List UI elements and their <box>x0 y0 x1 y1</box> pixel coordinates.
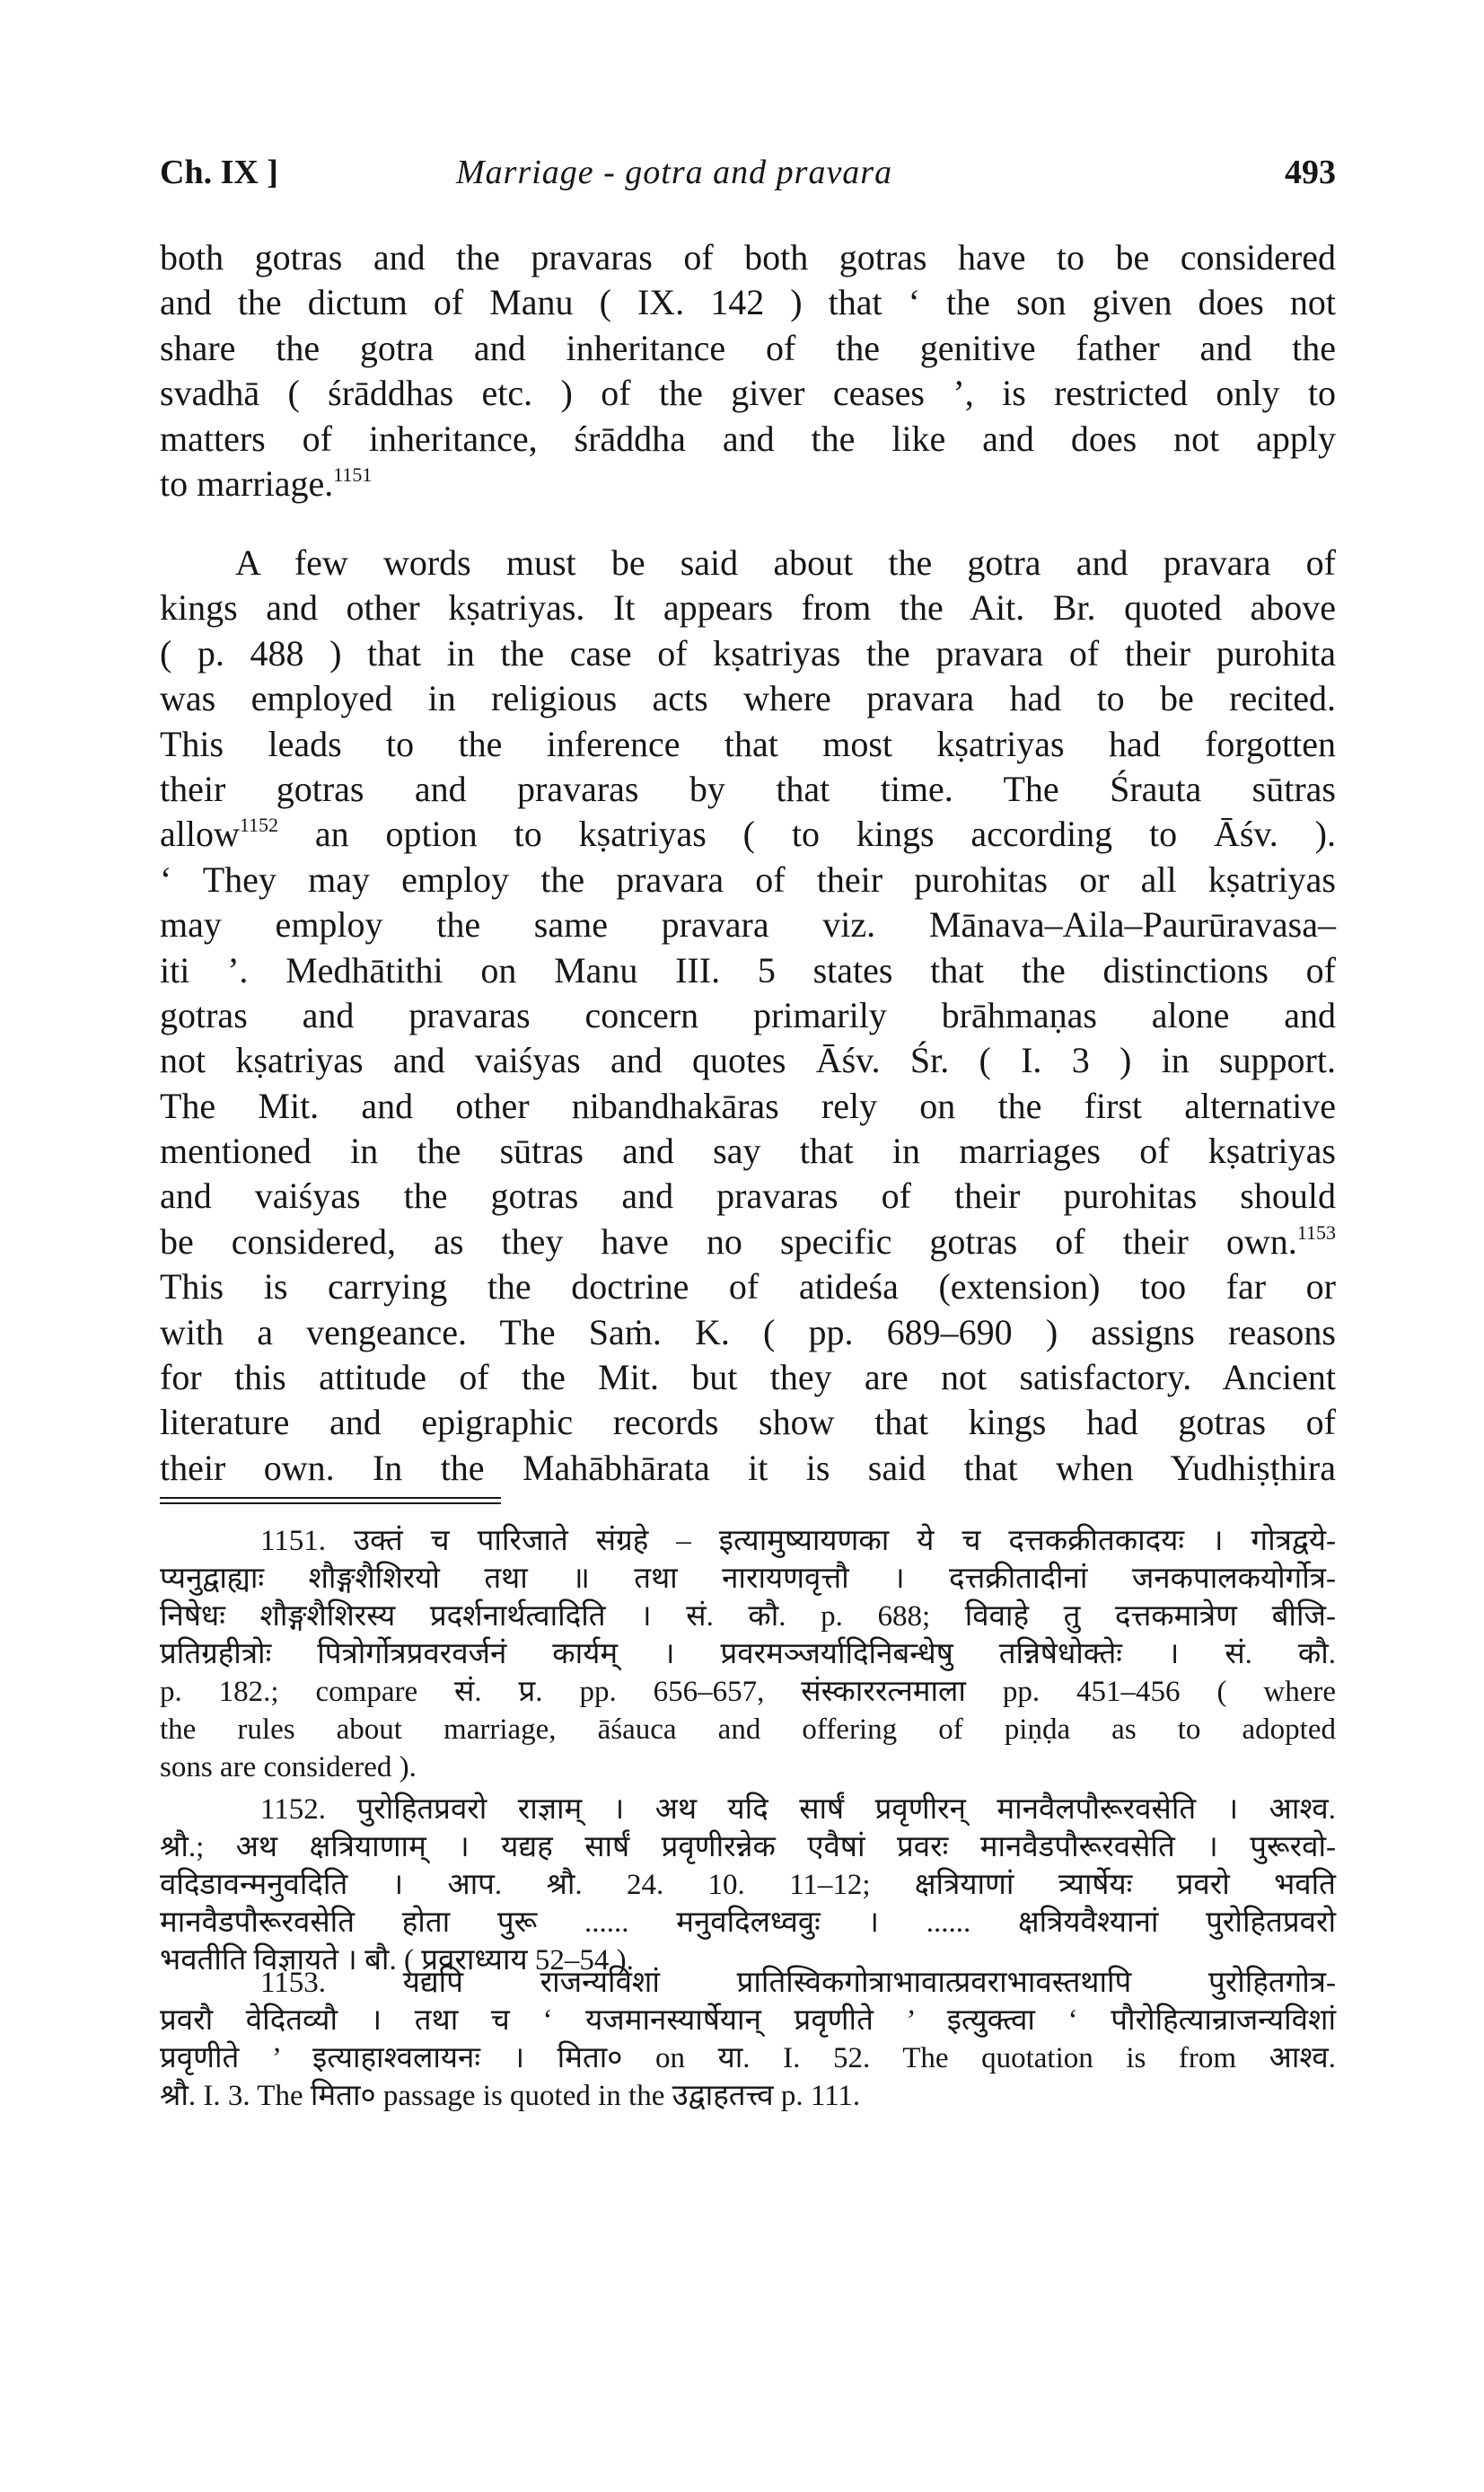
text-line: their own. In the Mahābhārata it is said that when Yudhiṣṭhira <box>160 1447 1336 1488</box>
text-line: their gotras and pravaras by that time. The Śrauta sūtras <box>160 768 1336 809</box>
text-line: for this attitude of the Mit. but they are not satisfactory. Ancient <box>160 1357 1336 1398</box>
footnote-line: निषेधः शौङ्गशैशिरस्य प्रदर्शनार्थत्वादिति । सं. कौ. p. 688; विवाहे तु दत्तकमात्रेण बीजि- <box>160 1600 1336 1633</box>
text-line: svadhā ( śrāddhas etc. ) of the giver ceases ’, is restricted only to <box>160 373 1336 414</box>
text-line: share the gotra and inheritance of the genitive father and the <box>160 327 1336 368</box>
text-line: ( p. 488 ) that in the case of kṣatriyas the pravara of their purohita <box>160 632 1336 674</box>
footnote-ref-1152[interactable]: 1152 <box>239 814 279 837</box>
footnote-line: 1153. यद्यपि राजन्यविशां प्रातिस्विकगोत्राभावात्प्रवराभावस्तथापि पुरोहितगोत्र- <box>260 1967 1336 1999</box>
text-line: ‘ They may employ the pravara of their purohitas or all kṣatriyas <box>160 859 1336 900</box>
text-line: iti ’. Medhātithi on Manu III. 5 states that the distinctions of <box>160 949 1336 991</box>
page-number: 493 <box>1285 154 1336 191</box>
text-line-content: to marriage. <box>160 462 334 504</box>
text-line-content: be considered, as they have no specific gotras of their own. <box>160 1220 1297 1262</box>
text-line: with a vengeance. The Saṁ. K. ( pp. 689–690 ) assigns reasons <box>160 1311 1336 1352</box>
footnote-line: प्रवरौ वेदितव्यौ । तथा च ‘ यजमानस्यार्षेयान् प्रवृणीते ’ इत्युक्त्वा ‘ पौरोहित्यान्राजन्यविशां <box>160 2004 1336 2037</box>
text-line <box>160 1220 1336 1264</box>
footnote-ref-1153[interactable]: 1153 <box>1296 1220 1336 1244</box>
text-line: both gotras and the pravaras of both gotras have to be considered <box>160 237 1336 277</box>
text-line: mentioned in the sūtras and say that in marriages of kṣatriyas <box>160 1131 1336 1172</box>
running-header <box>160 153 1336 198</box>
footnote-line: p. 182.; compare सं. प्र. pp. 656–657, संस्काररत्नमाला pp. 451–456 ( where <box>160 1676 1336 1708</box>
footnote-line: श्रौ.; अथ क्षत्रियाणाम् । यद्यह सार्षं प्रवृणीरन्नेक एवैषां प्रवरः मानवैडपौरूरवसेति । पुरूरवो- <box>160 1831 1336 1863</box>
footnote-line: 1151. उक्तं च पारिजाते संग्रहे – इत्यामुष्यायणका ये च दत्तकक्रीतकादयः । गोत्रद्वये- <box>260 1525 1336 1557</box>
text-line: kings and other kṣatriyas. It appears from the Ait. Br. quoted above <box>160 587 1336 629</box>
footnote-ref-1151[interactable]: 1151 <box>333 462 373 486</box>
footnote-line: प्रवृणीते ’ इत्याहाश्वलायनः । मिता० on या. I. 52. The quotation is from आश्व. <box>160 2042 1336 2074</box>
footnote-line: the rules about marriage, āśauca and offering of piṇḍa as to adopted <box>160 1713 1336 1746</box>
footnote-divider <box>160 1497 501 1504</box>
text-line-content: an option to kṣatriyas ( to kings according to Āśv. ). <box>278 814 1336 855</box>
footnote-line: 1152. पुरोहितप्रवरो राज्ञाम् । अथ यदि सार्षं प्रवृणीरन् मानवैलपौरूरवसेति । आश्व. <box>260 1793 1336 1826</box>
footnote-line: भवतीति विज्ञायते । बौ. ( प्रवराध्याय 52–54 ). <box>160 1944 634 1977</box>
text-line: The Mit. and other nibandhakāras rely on the first alternative <box>160 1085 1336 1126</box>
text-line: This is carrying the doctrine of atideśa (extension) too far or <box>160 1266 1336 1308</box>
footnote-line: sons are considered ). <box>160 1751 417 1783</box>
text-line: literature and epigraphic records show that kings had gotras of <box>160 1402 1336 1443</box>
text-line: This leads to the inference that most kṣatriyas had forgotten <box>160 723 1336 764</box>
text-line-content: allow <box>160 814 240 855</box>
text-line <box>160 462 1336 506</box>
text-line: may employ the same pravara viz. Mānava–Aila–Paurūravasa– <box>160 904 1336 946</box>
paragraph-2 <box>160 541 1336 1491</box>
text-line: gotras and pravaras concern primarily brāhmaṇas alone and <box>160 994 1336 1035</box>
footnote-1152 <box>160 1791 1336 1979</box>
text-line: and the dictum of Manu ( IX. 142 ) that ‘ the son given does not <box>160 282 1336 323</box>
text-line: was employed in religious acts where pravara had to be recited. <box>160 678 1336 719</box>
footnote-1151 <box>160 1522 1336 1786</box>
footnote-1153 <box>160 1964 1336 2115</box>
footnote-line: वदिडावन्मनुवदिति । आप. श्रौ. 24. 10. 11–12; क्षत्रियाणां त्र्यार्षेयः प्रवरो भवति <box>160 1869 1336 1901</box>
text-line: matters of inheritance, śrāddha and the like and does not apply <box>160 418 1336 459</box>
footnote-line: श्रौ. I. 3. The मिता० passage is quoted in the उद्वाहतत्त्व p. 111. <box>160 2080 861 2112</box>
chapter-label: Ch. IX ] <box>160 154 278 191</box>
footnote-line: प्यनुद्वाह्याः शौङ्गशैशिरयो तथा ॥ तथा नारायणवृत्तौ । दत्तक्रीतादीनां जनकपालकयोर्गोत्र- <box>160 1563 1336 1595</box>
text-line: and vaiśyas the gotras and pravaras of their purohitas should <box>160 1176 1336 1217</box>
running-title: Marriage - gotra and pravara <box>456 154 893 191</box>
footnote-line: मानवैडपौरूरवसेति होता पुरू ...... मनुवदिलध्ववुः । ...... क्षत्रियवैश्यानां पुरोहितप्रवरो <box>160 1906 1336 1939</box>
text-line: not kṣatriyas and vaiśyas and quotes Āśv. Śr. ( I. 3 ) in support. <box>160 1040 1336 1081</box>
text-line <box>160 812 1336 857</box>
paragraph-1 <box>160 235 1336 506</box>
footnote-line: प्रतिग्रहीत्रोः पित्रोर्गोत्रप्रवरवर्जनं कार्यम् । प्रवरमञ्जर्यादिनिबन्धेषु तन्निषेधोक्तेः । सं. कौ. <box>160 1638 1336 1670</box>
text-line: A few words must be said about the gotra and pravara of <box>235 542 1336 583</box>
